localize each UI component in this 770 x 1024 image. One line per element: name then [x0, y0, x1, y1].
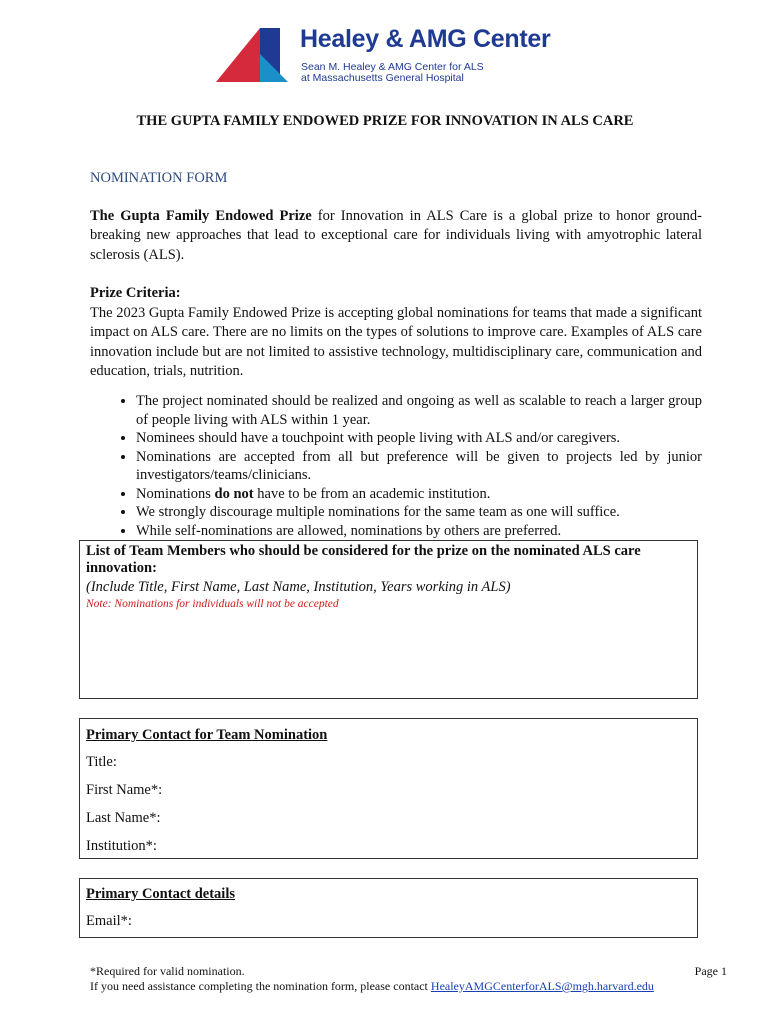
contact-email-link[interactable]: HealeyAMGCenterforALS@mgh.harvard.edu — [430, 979, 654, 993]
form-label: NOMINATION FORM — [90, 170, 228, 186]
list-item: • Nominees should have a touchpoint with people living with ALS and/or caregivers. — [136, 429, 702, 448]
brand-subtitle-line2: at Massachusetts General Hospital — [301, 72, 464, 84]
brand-subtitle-line1: Sean M. Healey & AMG Center for ALS — [301, 61, 484, 73]
intro-text: for Innovation in ALS Care is a global prize to honor ground-breaking new approaches that lead to exceptional care for individuals living with amyotrophic lateral sclerosis (ALS). — [90, 208, 702, 263]
list-item: • The project nominated should be realized and ongoing as well as scalable to reach a larger group of people living with ALS within 1 year. — [136, 392, 702, 429]
contact-details-heading: Primary Contact details — [86, 886, 235, 902]
document-title: THE GUPTA FAMILY ENDOWED PRIZE FOR INNOVATION IN ALS CARE — [136, 113, 634, 129]
title-field[interactable]: Title: — [86, 754, 117, 770]
primary-contact-section — [79, 718, 698, 859]
assistance-label: If you need assistance completing the nomination form, please contact — [90, 979, 431, 993]
list-item: • While self-nominations are allowed, nominations by others are preferred. — [136, 522, 702, 541]
team-members-heading: List of Team Members who should be considered for the prize on the nominated ALS care innovation: — [86, 543, 641, 576]
primary-contact-heading: Primary Contact for Team Nomination — [86, 727, 328, 743]
email-field[interactable]: Email*: — [86, 913, 132, 929]
list-item: • We strongly discourage multiple nominations for the same team as one will suffice. — [136, 503, 702, 522]
team-members-field[interactable] — [79, 540, 698, 699]
page-number: Page 1 — [694, 964, 727, 978]
healey-amg-logo-mark — [216, 28, 288, 82]
first-name-field[interactable]: First Name*: — [86, 782, 163, 798]
last-name-field[interactable]: Last Name*: — [86, 810, 161, 826]
institution-field[interactable]: Institution*: — [86, 838, 157, 854]
prize-name: The Gupta Family Endowed Prize — [90, 208, 312, 224]
assistance-text — [90, 979, 702, 994]
list-item — [136, 485, 702, 504]
team-members-note: Note: Nominations for individuals will not be accepted — [86, 598, 339, 610]
required-note: *Required for valid nomination. — [90, 964, 245, 978]
contact-details-section — [79, 878, 698, 938]
bullet4-start: Nominations — [136, 485, 215, 502]
list-item: • Nominations are accepted from all but preference will be given to projects led by junior investigators/teams/clinicians. — [136, 448, 702, 485]
criteria-bullets — [90, 392, 702, 540]
criteria-heading: Prize Criteria: — [90, 285, 181, 301]
bullet4-rest: have to be from an academic institution. — [253, 485, 491, 502]
brand-title: Healey & AMG Center — [300, 25, 551, 53]
criteria-text: The 2023 Gupta Family Endowed Prize is accepting global nominations for teams that made a significant impact on ALS care. There are no limits on the types of solutions to improve care. Examples of ALS care innovation include but are not limited to assistive technology, multidisciplinary care, communication and education, trials, nutrition. — [90, 305, 702, 379]
bullet4-bold: do not — [214, 485, 254, 502]
team-members-instruction: (Include Title, First Name, Last Name, Institution, Years working in ALS) — [86, 579, 511, 595]
intro-paragraph — [90, 207, 702, 265]
